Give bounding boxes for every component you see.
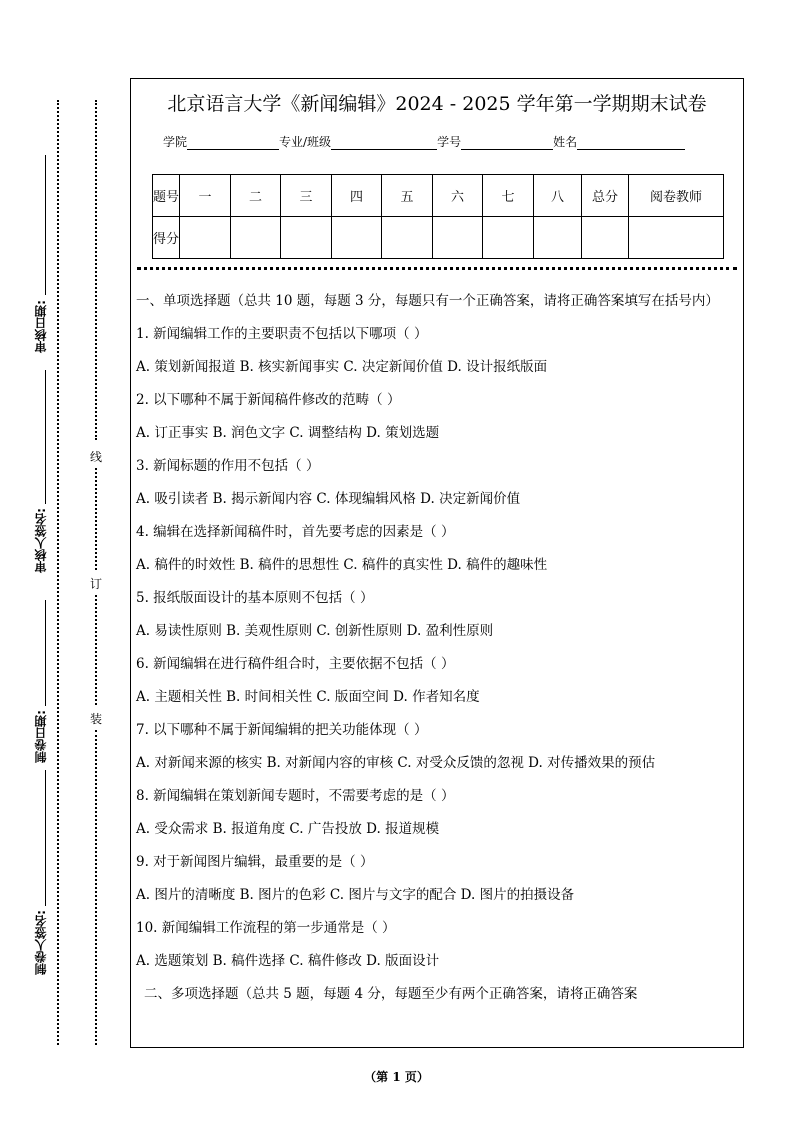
name-label: 姓名 bbox=[553, 135, 578, 149]
question-7: 7. 以下哪种不属于新闻编辑的把关功能体现（ ） bbox=[136, 722, 428, 738]
student-id-label: 学号 bbox=[437, 135, 462, 149]
score-table-col-grader: 阅卷教师 bbox=[629, 175, 724, 217]
question-2: 2. 以下哪种不属于新闻稿件修改的范畴（ ） bbox=[136, 392, 401, 408]
paper-date-line bbox=[45, 600, 46, 706]
score-cell-grader[interactable] bbox=[629, 217, 724, 259]
paper-maker-signature-label: 制卷人签名: bbox=[34, 910, 48, 975]
binding-inner-dotted-line-1 bbox=[95, 100, 97, 440]
staple-char: 订 bbox=[89, 577, 102, 591]
score-table-col-7: 七 bbox=[483, 175, 534, 217]
score-table-col-4: 四 bbox=[332, 175, 382, 217]
score-cell-total[interactable] bbox=[582, 217, 629, 259]
binding-inner-dotted-line-4 bbox=[95, 730, 97, 1045]
exam-content bbox=[136, 291, 740, 1005]
question-5-options: A. 易读性原则 B. 美观性原则 C. 创新性原则 D. 盈利性原则 bbox=[136, 623, 494, 639]
header-dotted-separator bbox=[137, 267, 737, 270]
section-1-heading: 一、单项选择题（总共 10 题，每题 3 分，每题只有一个正确答案，请将正确答案填写在括号内） bbox=[136, 293, 719, 309]
score-table-col-2: 二 bbox=[231, 175, 281, 217]
score-cell-6[interactable] bbox=[433, 217, 483, 259]
question-8: 8. 新闻编辑在策划新闻专题时，不需要考虑的是（ ） bbox=[136, 788, 455, 804]
page-number: （第 1 页） bbox=[364, 1070, 429, 1084]
score-table-col-1: 一 bbox=[180, 175, 231, 217]
binding-inner-dotted-line-3 bbox=[95, 595, 97, 705]
reviewer-signature-line bbox=[45, 370, 46, 504]
reviewer-signature-label: 审核人签名: bbox=[34, 508, 48, 573]
major-class-label: 专业/班级 bbox=[279, 135, 332, 149]
major-class-blank[interactable] bbox=[331, 136, 437, 150]
score-table-col-6: 六 bbox=[433, 175, 483, 217]
question-6: 6. 新闻编辑在进行稿件组合时，主要依据不包括（ ） bbox=[136, 656, 455, 672]
question-10-options: A. 选题策划 B. 稿件选择 C. 稿件修改 D. 版面设计 bbox=[136, 953, 440, 969]
paper-date-label: 制卷日期: bbox=[34, 710, 48, 763]
cut-line-char: 线 bbox=[89, 450, 102, 464]
name-blank[interactable] bbox=[577, 136, 685, 150]
question-4: 4. 编辑在选择新闻稿件时，首先要考虑的因素是（ ） bbox=[136, 524, 455, 540]
question-8-options: A. 受众需求 B. 报道角度 C. 广告投放 D. 报道规模 bbox=[136, 821, 440, 837]
score-table-col-8: 八 bbox=[534, 175, 582, 217]
score-cell-1[interactable] bbox=[180, 217, 231, 259]
question-9-options: A. 图片的清晰度 B. 图片的色彩 C. 图片与文字的配合 D. 图片的拍摄设备 bbox=[136, 887, 575, 903]
exam-frame bbox=[130, 78, 744, 1048]
score-cell-5[interactable] bbox=[382, 217, 433, 259]
college-blank[interactable] bbox=[187, 136, 279, 150]
score-cell-8[interactable] bbox=[534, 217, 582, 259]
score-cell-7[interactable] bbox=[483, 217, 534, 259]
score-table-col-3: 三 bbox=[281, 175, 332, 217]
score-table-row-head-number: 题号 bbox=[153, 175, 180, 217]
college-label: 学院 bbox=[163, 135, 188, 149]
question-3: 3. 新闻标题的作用不包括（ ） bbox=[136, 458, 320, 474]
binding-outer-dotted-line bbox=[57, 100, 59, 1045]
paper-maker-signature-line bbox=[45, 770, 46, 906]
question-7-options: A. 对新闻来源的核实 B. 对新闻内容的审核 C. 对受众反馈的忽视 D. 对传播效果的预估 bbox=[136, 755, 656, 771]
question-2-options: A. 订正事实 B. 润色文字 C. 调整结构 D. 策划选题 bbox=[136, 425, 440, 441]
question-3-options: A. 吸引读者 B. 揭示新闻内容 C. 体现编辑风格 D. 决定新闻价值 bbox=[136, 491, 521, 507]
section-2-heading: 二、多项选择题（总共 5 题，每题 4 分，每题至少有两个正确答案，请将正确答案 bbox=[144, 986, 638, 1002]
score-table bbox=[152, 174, 724, 259]
binding-char: 装 bbox=[89, 712, 102, 726]
question-1-options: A. 策划新闻报道 B. 核实新闻事实 C. 决定新闻价值 D. 设计报纸版面 bbox=[136, 359, 548, 375]
student-id-blank[interactable] bbox=[461, 136, 553, 150]
score-table-col-total: 总分 bbox=[582, 175, 629, 217]
score-cell-4[interactable] bbox=[332, 217, 382, 259]
exam-title: 北京语言大学《新闻编辑》2024 - 2025 学年第一学期期末试卷 bbox=[167, 93, 707, 115]
score-table-col-5: 五 bbox=[382, 175, 433, 217]
question-5: 5. 报纸版面设计的基本原则不包括（ ） bbox=[136, 590, 374, 606]
score-cell-3[interactable] bbox=[281, 217, 332, 259]
review-date-label: 审核日期: bbox=[34, 300, 48, 353]
question-10: 10. 新闻编辑工作流程的第一步通常是（ ） bbox=[136, 920, 396, 936]
question-1: 1. 新闻编辑工作的主要职责不包括以下哪项（ ） bbox=[136, 326, 428, 342]
review-date-line bbox=[45, 155, 46, 295]
score-cell-2[interactable] bbox=[231, 217, 281, 259]
question-6-options: A. 主题相关性 B. 时间相关性 C. 版面空间 D. 作者知名度 bbox=[136, 689, 480, 705]
question-9: 9. 对于新闻图片编辑，最重要的是（ ） bbox=[136, 854, 374, 870]
question-4-options: A. 稿件的时效性 B. 稿件的思想性 C. 稿件的真实性 D. 稿件的趣味性 bbox=[136, 557, 548, 573]
binding-inner-dotted-line-2 bbox=[95, 468, 97, 570]
score-table-row-head-score: 得分 bbox=[153, 217, 180, 259]
student-info-row bbox=[163, 133, 685, 150]
